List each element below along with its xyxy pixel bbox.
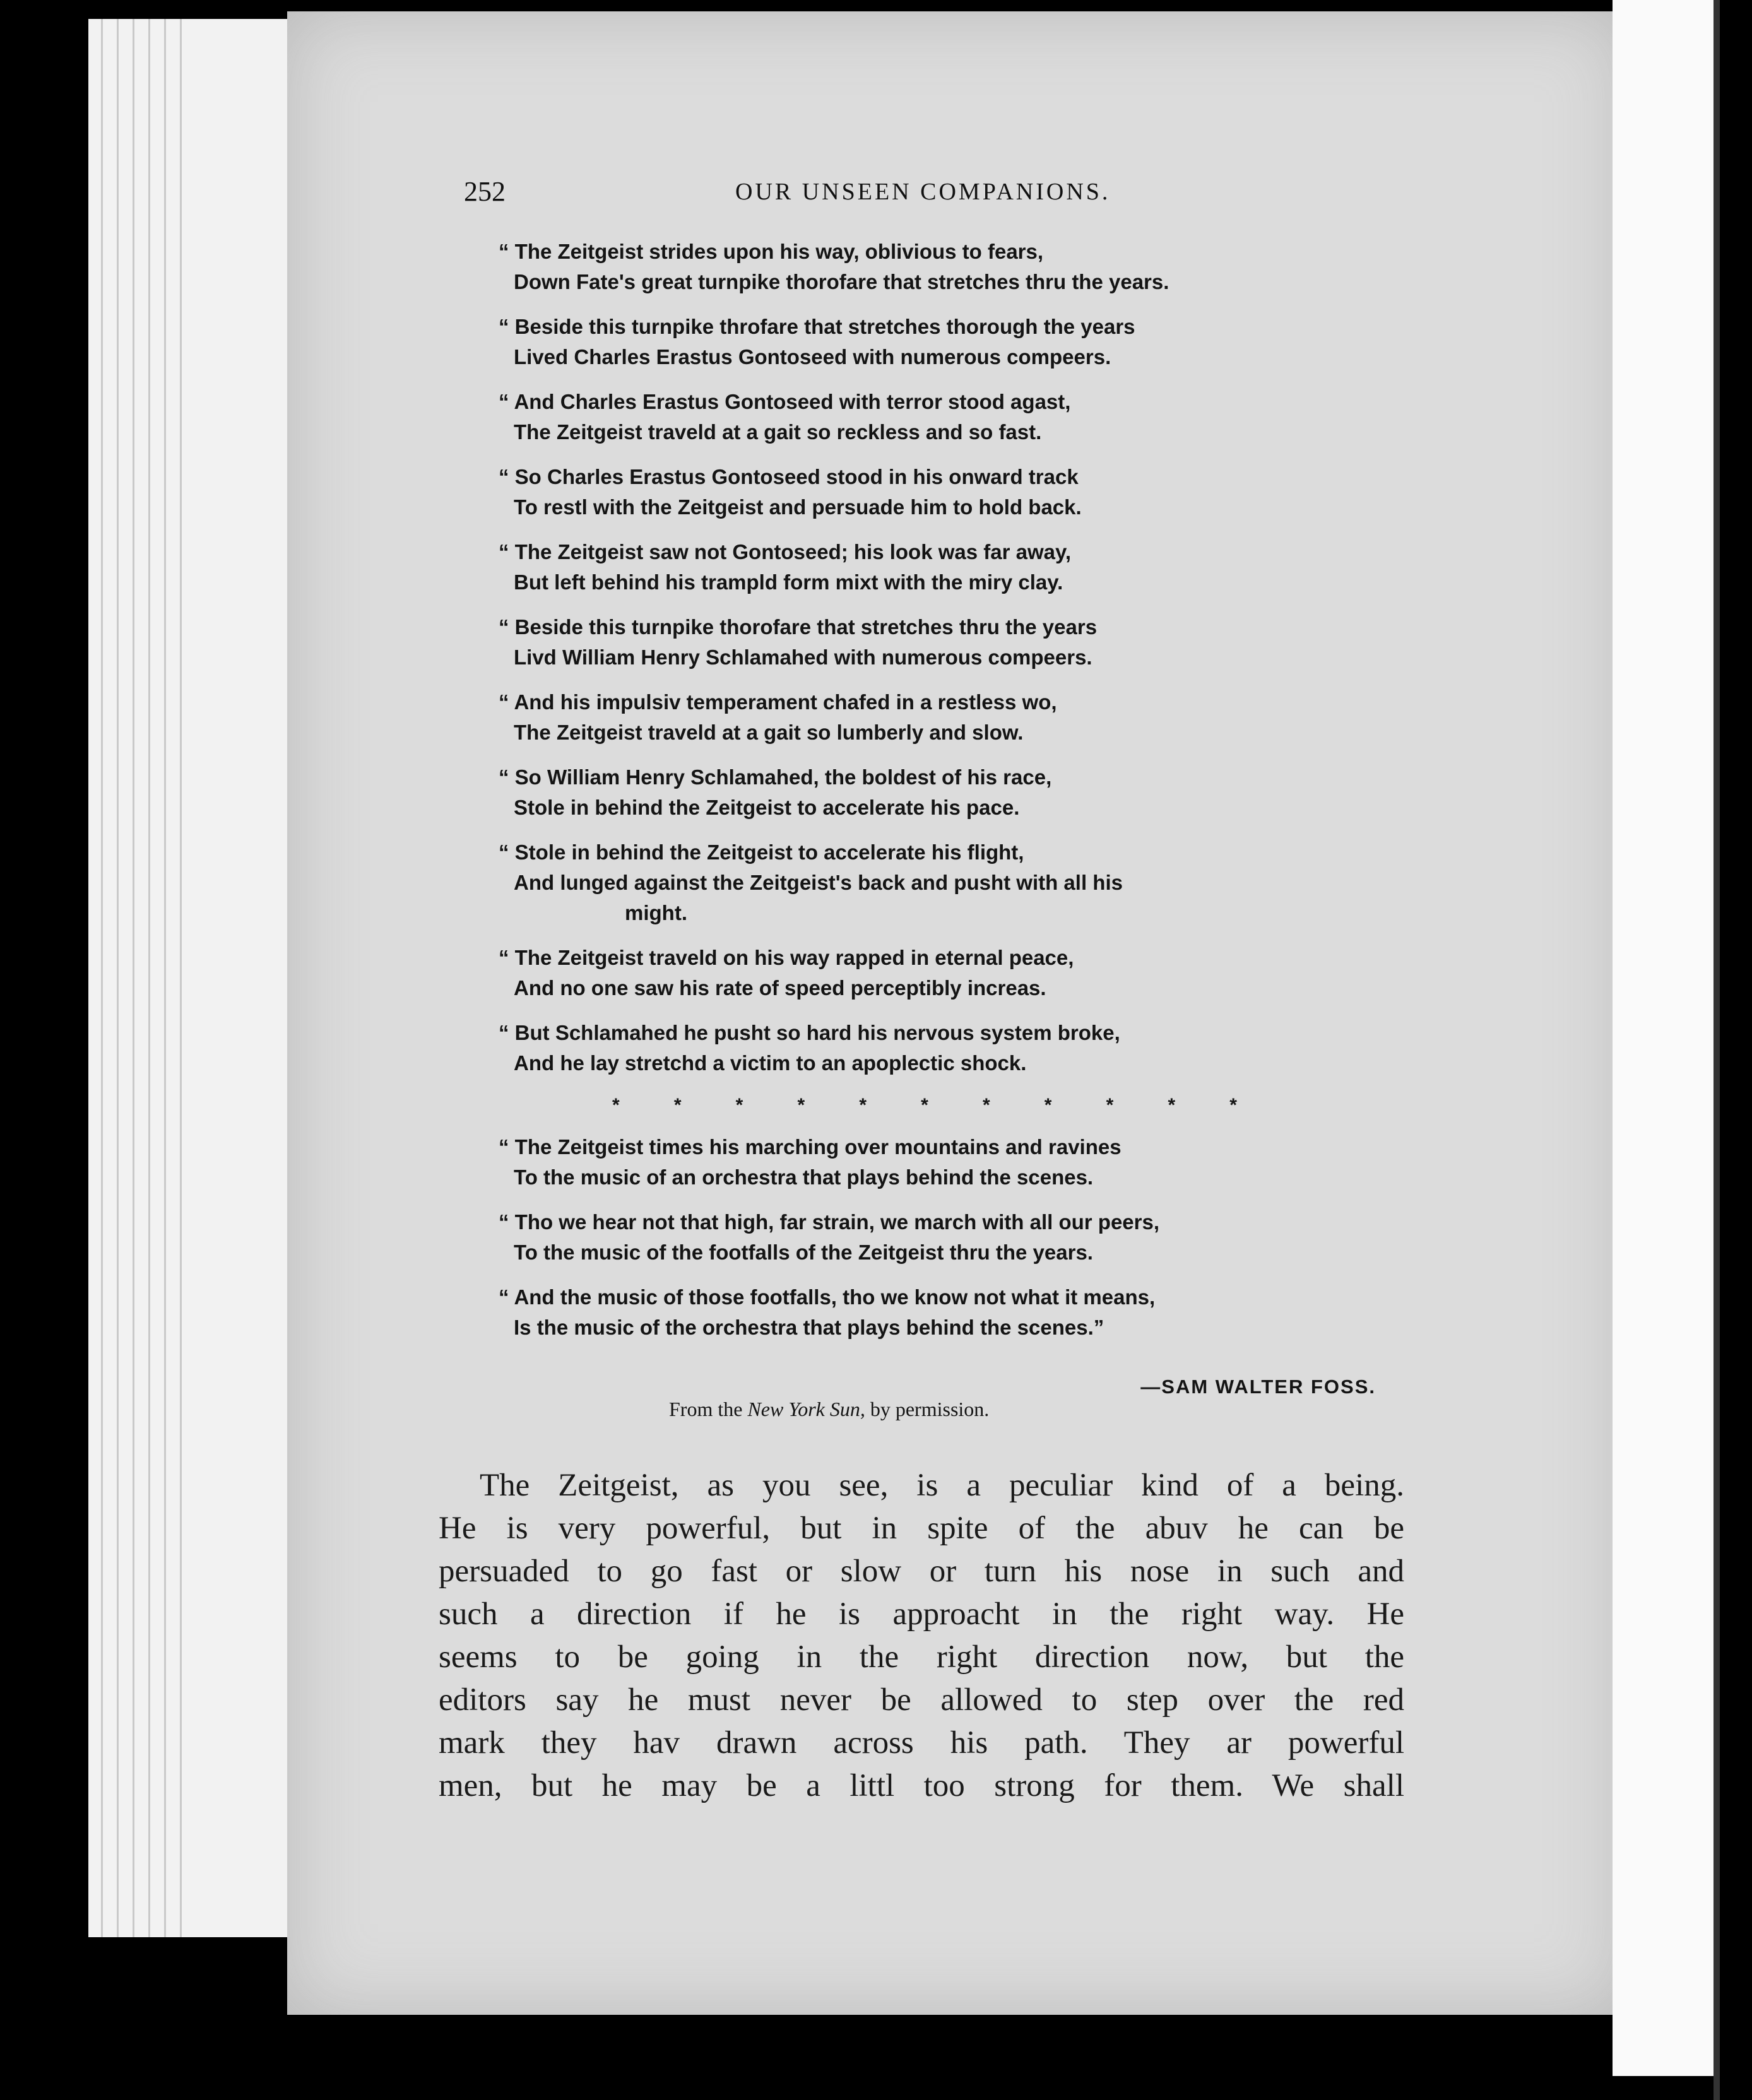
poem-line: “ The Zeitgeist strides upon his way, oblivious to fears,: [499, 240, 1044, 263]
source-publication: New York Sun,: [747, 1398, 865, 1420]
paragraph-line: men, but he may be a littl too strong for them. We shall: [439, 1768, 1404, 1803]
poem-line: “ The Zeitgeist traveld on his way rapped in eternal peace,: [499, 946, 1074, 969]
poem-line: Is the music of the orchestra that plays behind the scenes.”: [514, 1316, 1104, 1339]
poem-stanza: [499, 387, 1382, 447]
poem-line: might.: [625, 901, 687, 924]
poem-stanza: [499, 537, 1382, 598]
poem-line: “ So Charles Erastus Gontoseed stood in his onward track: [499, 465, 1079, 488]
poem-line: Lived Charles Erastus Gontoseed with numerous compeers.: [514, 345, 1111, 369]
scan-edge: [1714, 0, 1720, 2100]
paragraph-line: editors say he must never be allowed to step over the red: [439, 1682, 1404, 1718]
paragraph-line: mark they hav drawn across his path. They ar powerful: [439, 1725, 1404, 1761]
star: *: [859, 1095, 867, 1116]
poem-stanza: [499, 687, 1382, 748]
poem-line: To restl with the Zeitgeist and persuade him to hold back.: [514, 495, 1082, 519]
poem-stanza: [499, 943, 1382, 1003]
poem-stanza: [499, 1282, 1382, 1343]
poem-line: The Zeitgeist traveld at a gait so reckless and so fast.: [514, 420, 1042, 444]
page-number: 252: [464, 176, 506, 207]
poem-stanza: [499, 762, 1382, 823]
poem-stanza: [499, 1018, 1382, 1078]
star: *: [982, 1095, 990, 1116]
poem-line: “ Beside this turnpike throfare that stretches thorough the years: [499, 315, 1135, 338]
paragraph-line: He is very powerful, but in spite of the abuv he can be: [439, 1511, 1404, 1546]
star: *: [797, 1095, 805, 1116]
poem-stanza: [499, 462, 1382, 522]
running-title: OUR UNSEEN COMPANIONS.: [735, 179, 1111, 205]
star: *: [612, 1095, 620, 1116]
star: *: [673, 1095, 682, 1116]
page-header: [464, 175, 1183, 213]
poem-stanza: [499, 237, 1382, 297]
poem-line: Livd William Henry Schlamahed with numerous compeers.: [514, 646, 1092, 669]
paragraph-line: seems to be going in the right direction now, but the: [439, 1639, 1404, 1675]
poem-line: “ And Charles Erastus Gontoseed with terror stood agast,: [499, 390, 1071, 413]
poem-stanza: [499, 312, 1382, 372]
poem-line: “ And his impulsiv temperament chafed in a restless wo,: [499, 690, 1057, 714]
source-prefix: From the: [669, 1398, 743, 1420]
poem-stanza: [499, 1207, 1382, 1268]
star: *: [1106, 1095, 1114, 1116]
paragraph-line: such a direction if he is approacht in the right way. He: [439, 1596, 1404, 1632]
page-stack-edges: [88, 19, 304, 1937]
star: *: [1229, 1095, 1237, 1116]
source-suffix: by permission.: [870, 1398, 990, 1420]
poem-stanza: [499, 1132, 1382, 1193]
poem-line: “ So William Henry Schlamahed, the boldest of his race,: [499, 765, 1052, 789]
poem-line: “ The Zeitgeist times his marching over mountains and ravines: [499, 1135, 1122, 1159]
poem-line: “ Tho we hear not that high, far strain, we march with all our peers,: [499, 1210, 1160, 1234]
poem-line: But left behind his trampld form mixt with the miry clay.: [514, 570, 1063, 594]
poem-line: “ Stole in behind the Zeitgeist to accelerate his flight,: [499, 841, 1024, 864]
body-paragraph: [439, 1464, 1404, 1807]
poem-line: And lunged against the Zeitgeist's back and pusht with all his: [514, 871, 1123, 894]
star: *: [921, 1095, 928, 1116]
poem-line: Down Fate's great turnpike thorofare that stretches thru the years.: [514, 270, 1169, 293]
poem-stanza: [499, 837, 1382, 928]
right-margin: [1613, 0, 1714, 2076]
poem-line: To the music of an orchestra that plays behind the scenes.: [514, 1165, 1094, 1189]
poem: [499, 237, 1382, 1357]
paragraph-line: persuaded to go fast or slow or turn his nose in such and: [439, 1554, 1404, 1589]
poem-line: “ The Zeitgeist saw not Gontoseed; his look was far away,: [499, 540, 1072, 563]
poem-line: To the music of the footfalls of the Zeitgeist thru the years.: [514, 1241, 1093, 1264]
poem-line: And he lay stretchd a victim to an apoplectic shock.: [514, 1051, 1027, 1075]
poem-line: “ And the music of those footfalls, tho we know not what it means,: [499, 1285, 1156, 1309]
poem-stanza: [499, 612, 1382, 673]
star: *: [1168, 1095, 1176, 1116]
poem-line: The Zeitgeist traveld at a gait so lumberly and slow.: [514, 721, 1024, 744]
paragraph-line: The Zeitgeist, as you see, is a peculiar kind of a being.: [480, 1468, 1404, 1503]
star: *: [1044, 1095, 1052, 1116]
poem-line: “ Beside this turnpike thorofare that stretches thru the years: [499, 615, 1098, 639]
asterism-divider: [612, 1093, 1237, 1118]
poem-line: And no one saw his rate of speed perceptibly increas.: [514, 976, 1046, 1000]
poem-line: “ But Schlamahed he pusht so hard his nervous system broke,: [499, 1021, 1120, 1044]
poem-attribution: —SAM WALTER FOSS.: [1140, 1376, 1376, 1398]
poem-line: Stole in behind the Zeitgeist to accelerate his pace.: [514, 796, 1020, 819]
source-note: [669, 1398, 1174, 1421]
star: *: [735, 1095, 743, 1116]
